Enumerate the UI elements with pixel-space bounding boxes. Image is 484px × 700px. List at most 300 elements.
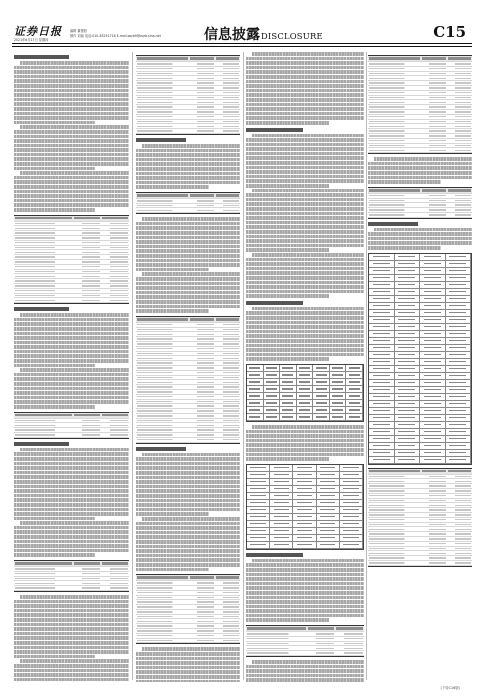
body-text-line — [136, 540, 240, 544]
grid-table — [368, 253, 472, 465]
body-text-line — [20, 125, 129, 129]
body-text-line — [142, 517, 240, 521]
table-row — [247, 393, 363, 400]
body-text-line — [14, 93, 129, 97]
body-text-line — [14, 604, 129, 608]
masthead-rule — [12, 43, 472, 44]
section-title — [204, 24, 323, 44]
body-text-line — [14, 75, 129, 79]
body-text-line — [14, 350, 129, 354]
body-text-line — [20, 521, 129, 525]
body-text-line — [14, 549, 129, 553]
body-text-line — [14, 544, 129, 548]
body-text-line — [252, 253, 364, 257]
body-text-line — [14, 396, 129, 400]
table-row — [368, 561, 472, 566]
body-text-line — [136, 680, 240, 682]
body-text-line — [136, 185, 209, 189]
body-text-line — [246, 239, 364, 243]
table-row — [369, 331, 471, 338]
body-text-line — [14, 678, 129, 682]
body-text-line — [246, 258, 364, 262]
body-text-line — [136, 282, 240, 286]
body-text-line — [368, 176, 472, 180]
body-text-line — [14, 107, 129, 111]
body-text-line — [136, 305, 240, 309]
body-text-line — [14, 121, 95, 125]
body-text-line — [136, 545, 240, 549]
body-text-line — [136, 471, 240, 475]
subheading-line — [136, 138, 186, 142]
body-text-line — [14, 194, 129, 198]
body-text-line — [14, 526, 129, 530]
body-text-line — [136, 245, 240, 249]
body-text-line — [136, 263, 240, 267]
table-row — [369, 457, 471, 464]
table-row — [247, 414, 363, 421]
body-text-line — [14, 517, 95, 521]
body-text-line — [136, 226, 240, 230]
body-text-line — [246, 121, 329, 125]
body-text-line — [136, 503, 240, 507]
text-column-1 — [14, 52, 129, 682]
body-text-line — [14, 391, 129, 395]
body-text-line — [14, 135, 129, 139]
table-row — [369, 415, 471, 422]
body-text-line — [246, 112, 364, 116]
body-text-line — [136, 236, 240, 240]
body-text-line — [136, 172, 240, 176]
table-row — [247, 479, 363, 486]
table-row — [247, 507, 363, 514]
data-table — [14, 560, 129, 592]
body-text-line — [246, 202, 364, 206]
body-text-line — [142, 647, 240, 651]
body-text-line — [246, 267, 364, 271]
subheading-line — [246, 301, 303, 305]
table-row — [247, 514, 363, 521]
body-text-line — [14, 167, 95, 171]
body-text-line — [14, 70, 129, 74]
body-text-line — [246, 457, 329, 461]
body-text-line — [136, 563, 240, 567]
body-text-line — [14, 66, 129, 70]
body-text-line — [246, 107, 364, 111]
body-text-line — [14, 405, 95, 409]
table-row — [136, 639, 240, 644]
body-text-line — [246, 311, 364, 315]
body-text-line — [246, 330, 364, 334]
table-row — [369, 352, 471, 359]
body-text-line — [14, 503, 129, 507]
body-text-line — [14, 508, 129, 512]
body-text-line — [20, 659, 129, 663]
body-text-line — [136, 526, 240, 530]
subheading-line — [136, 447, 186, 451]
newspaper-logo: 证券日报 — [14, 25, 62, 38]
table-row — [247, 493, 363, 500]
subheading-line — [14, 307, 69, 311]
body-text-line — [246, 339, 364, 343]
body-text-line — [246, 669, 364, 673]
body-text-line — [136, 222, 240, 226]
editor-info — [70, 29, 161, 38]
body-text-line — [136, 149, 240, 153]
body-text-line — [14, 208, 95, 212]
body-text-line — [246, 586, 364, 590]
body-text-line — [14, 102, 129, 106]
body-text-line — [246, 281, 364, 285]
body-text-line — [14, 387, 129, 391]
body-text-line — [14, 377, 129, 381]
body-text-line — [136, 277, 240, 281]
subheading-line — [246, 128, 303, 132]
body-text-line — [252, 559, 364, 563]
body-text-line — [368, 162, 472, 166]
table-row — [247, 535, 363, 542]
body-text-line — [136, 291, 240, 295]
body-text-line — [246, 443, 364, 447]
body-text-line — [14, 359, 129, 363]
body-text-line — [246, 152, 364, 156]
body-text-line — [14, 480, 129, 484]
body-text-line — [14, 489, 129, 493]
body-text-line — [368, 171, 472, 175]
body-text-line — [136, 466, 240, 470]
editor-name: 编辑 董蕾阳 — [70, 29, 87, 33]
body-text-line — [136, 494, 240, 498]
body-text-line — [14, 112, 129, 116]
body-text-line — [246, 674, 364, 678]
body-text-line — [246, 193, 364, 197]
body-text-line — [14, 180, 129, 184]
body-text-line — [136, 554, 240, 558]
body-text-line — [14, 600, 129, 604]
body-text-line — [246, 221, 364, 225]
table-row — [247, 465, 363, 472]
table-row — [369, 373, 471, 380]
body-text-line — [136, 661, 240, 665]
text-column-3 — [246, 52, 364, 682]
body-text-line — [14, 162, 129, 166]
body-text-line — [14, 475, 129, 479]
body-text-line — [246, 285, 364, 289]
body-text-line — [14, 553, 95, 557]
body-text-line — [246, 103, 364, 107]
table-row — [247, 379, 363, 386]
subheading-line — [246, 553, 303, 557]
body-text-line — [246, 179, 364, 183]
body-text-line — [14, 89, 129, 93]
body-text-line — [246, 175, 364, 179]
body-text-line — [14, 540, 129, 544]
body-text-line — [246, 316, 364, 320]
body-text-line — [14, 664, 129, 668]
text-column-2 — [136, 52, 240, 682]
body-text-line — [246, 577, 364, 581]
body-text-line — [246, 156, 364, 160]
body-text-line — [136, 535, 240, 539]
body-text-line — [14, 327, 129, 331]
body-text-line — [14, 466, 129, 470]
body-text-line — [136, 670, 240, 674]
body-text-line — [14, 354, 129, 358]
body-text-line — [246, 216, 364, 220]
table-row — [369, 268, 471, 275]
body-text-line — [14, 332, 129, 336]
body-text-line — [14, 176, 129, 180]
table-row — [136, 208, 240, 213]
data-table — [136, 55, 240, 135]
body-text-line — [136, 522, 240, 526]
body-text-line — [14, 199, 129, 203]
body-text-line — [136, 176, 240, 180]
body-text-line — [136, 675, 240, 679]
body-text-line — [14, 203, 129, 207]
body-text-line — [14, 84, 129, 88]
body-text-line — [14, 190, 129, 194]
body-text-line — [14, 485, 129, 489]
table-row — [247, 407, 363, 414]
body-text-line — [246, 166, 364, 170]
body-text-line — [136, 309, 209, 313]
table-row — [368, 213, 472, 218]
body-text-line — [14, 498, 129, 502]
table-row — [369, 310, 471, 317]
body-text-line — [14, 623, 129, 627]
body-text-line — [14, 655, 95, 659]
table-row — [369, 254, 471, 261]
body-text-line — [142, 144, 240, 148]
body-text-line — [246, 357, 329, 361]
table-row — [369, 394, 471, 401]
body-text-line — [136, 558, 240, 562]
body-text-line — [246, 61, 364, 65]
body-text-line — [136, 268, 209, 272]
body-text-line — [368, 246, 441, 250]
table-row — [369, 338, 471, 345]
body-text-line — [142, 272, 240, 276]
body-text-line — [14, 79, 129, 83]
body-text-line — [14, 139, 129, 143]
body-text-line — [246, 184, 329, 188]
table-row — [369, 436, 471, 443]
body-text-line — [136, 231, 240, 235]
body-text-line — [246, 618, 329, 622]
body-text-line — [14, 462, 129, 466]
body-text-line — [136, 666, 240, 670]
body-text-line — [14, 157, 129, 161]
body-text-line — [14, 641, 129, 645]
body-text-line — [246, 609, 364, 613]
body-text-line — [246, 225, 364, 229]
body-text-line — [136, 259, 240, 263]
table-row — [369, 345, 471, 352]
body-text-line — [14, 144, 129, 148]
body-text-line — [246, 573, 364, 577]
data-table — [246, 625, 364, 657]
table-row — [369, 422, 471, 429]
body-text-line — [142, 217, 240, 221]
body-text-line — [14, 153, 129, 157]
body-text-line — [246, 344, 364, 348]
subheading-line — [14, 442, 69, 446]
table-row — [369, 401, 471, 408]
table-row — [247, 386, 363, 393]
table-row — [369, 387, 471, 394]
masthead — [0, 0, 484, 44]
table-row — [247, 521, 363, 528]
body-text-line — [246, 439, 364, 443]
grid-table — [246, 464, 364, 550]
body-text-line — [20, 368, 129, 372]
body-text-line — [136, 295, 240, 299]
grid-table — [246, 364, 364, 422]
table-row — [247, 542, 363, 549]
body-text-line — [246, 89, 364, 93]
body-text-line — [246, 80, 364, 84]
body-text-line — [14, 185, 129, 189]
table-row — [368, 148, 472, 153]
body-text-line — [14, 632, 129, 636]
body-text-line — [136, 153, 240, 157]
body-text-line — [246, 230, 364, 234]
body-text-line — [136, 508, 240, 512]
data-table — [368, 55, 472, 154]
body-text-line — [14, 341, 129, 345]
body-text-line — [14, 530, 129, 534]
body-text-line — [252, 307, 364, 311]
body-text-line — [246, 563, 364, 567]
body-text-line — [246, 600, 364, 604]
table-row — [369, 429, 471, 436]
body-text-line — [136, 462, 240, 466]
body-text-line — [246, 321, 364, 325]
body-text-line — [136, 657, 240, 661]
editor-contact: 制作 刘丽 电话:010-83251716 E-mail:zqrb9@zqrb.sina.net — [70, 33, 161, 38]
body-text-line — [246, 591, 364, 595]
table-row — [369, 282, 471, 289]
body-text-line — [14, 148, 129, 152]
data-table — [14, 215, 129, 305]
table-row — [369, 408, 471, 415]
table-row — [247, 486, 363, 493]
body-text-line — [368, 232, 472, 236]
body-text-line — [20, 448, 129, 452]
body-text-line — [246, 138, 364, 142]
body-text-line — [20, 313, 129, 317]
section-title-en: DISCLOSURE — [261, 31, 323, 41]
issue-date: 2021年6月17日 星期四 — [14, 38, 49, 42]
body-text-line — [136, 512, 209, 516]
body-text-line — [136, 489, 240, 493]
body-text-line — [252, 134, 364, 138]
body-text-line — [136, 499, 240, 503]
body-text-line — [368, 166, 472, 170]
body-text-line — [136, 531, 240, 535]
body-text-line — [14, 673, 129, 677]
body-text-line — [136, 240, 240, 244]
body-text-line — [136, 162, 240, 166]
table-row — [247, 528, 363, 535]
body-text-line — [246, 212, 364, 216]
subheading-line — [368, 222, 418, 226]
data-table — [368, 468, 472, 567]
body-text-line — [136, 286, 240, 290]
body-text-line — [246, 353, 364, 357]
body-text-line — [136, 480, 240, 484]
body-text-line — [246, 161, 364, 165]
table-row — [369, 289, 471, 296]
body-text-line — [14, 452, 129, 456]
body-text-line — [246, 325, 364, 329]
body-text-line — [14, 613, 129, 617]
body-text-line — [136, 652, 240, 656]
table-row — [369, 450, 471, 457]
data-table — [136, 574, 240, 644]
body-text-line — [14, 116, 129, 120]
body-text-line — [246, 248, 329, 252]
body-text-line — [14, 535, 129, 539]
body-text-line — [246, 57, 364, 61]
body-text-line — [14, 512, 129, 516]
body-text-line — [14, 618, 129, 622]
body-text-line — [14, 457, 129, 461]
data-table — [136, 192, 240, 214]
body-text-line — [246, 614, 364, 618]
body-text-line — [246, 678, 364, 682]
body-text-line — [246, 290, 364, 294]
body-text-line — [136, 300, 240, 304]
body-text-line — [136, 158, 240, 162]
body-text-line — [374, 228, 472, 232]
body-text-line — [14, 669, 129, 673]
table-row — [369, 303, 471, 310]
body-text-line — [252, 660, 364, 664]
table-row — [14, 298, 129, 303]
body-text-line — [14, 130, 129, 134]
page-number: C15 — [433, 23, 466, 41]
table-row — [369, 261, 471, 268]
body-text-line — [246, 605, 364, 609]
body-text-line — [246, 93, 364, 97]
table-row — [136, 129, 240, 134]
body-text-line — [246, 294, 329, 298]
body-text-line — [246, 665, 364, 669]
body-text-line — [14, 322, 129, 326]
body-text-line — [246, 348, 364, 352]
data-table — [14, 412, 129, 439]
body-text-line — [136, 476, 240, 480]
body-text-line — [136, 549, 240, 553]
table-row — [369, 317, 471, 324]
table-row — [369, 324, 471, 331]
body-text-line — [14, 98, 129, 102]
body-text-line — [136, 181, 240, 185]
body-text-line — [20, 595, 129, 599]
body-text-line — [252, 425, 364, 429]
table-row — [246, 651, 364, 656]
body-text-line — [246, 596, 364, 600]
body-text-line — [246, 262, 364, 266]
body-text-line — [136, 568, 209, 572]
table-row — [369, 443, 471, 450]
body-text-line — [136, 457, 240, 461]
body-text-line — [246, 198, 364, 202]
body-text-line — [136, 167, 240, 171]
body-text-line — [246, 147, 364, 151]
table-row — [369, 366, 471, 373]
